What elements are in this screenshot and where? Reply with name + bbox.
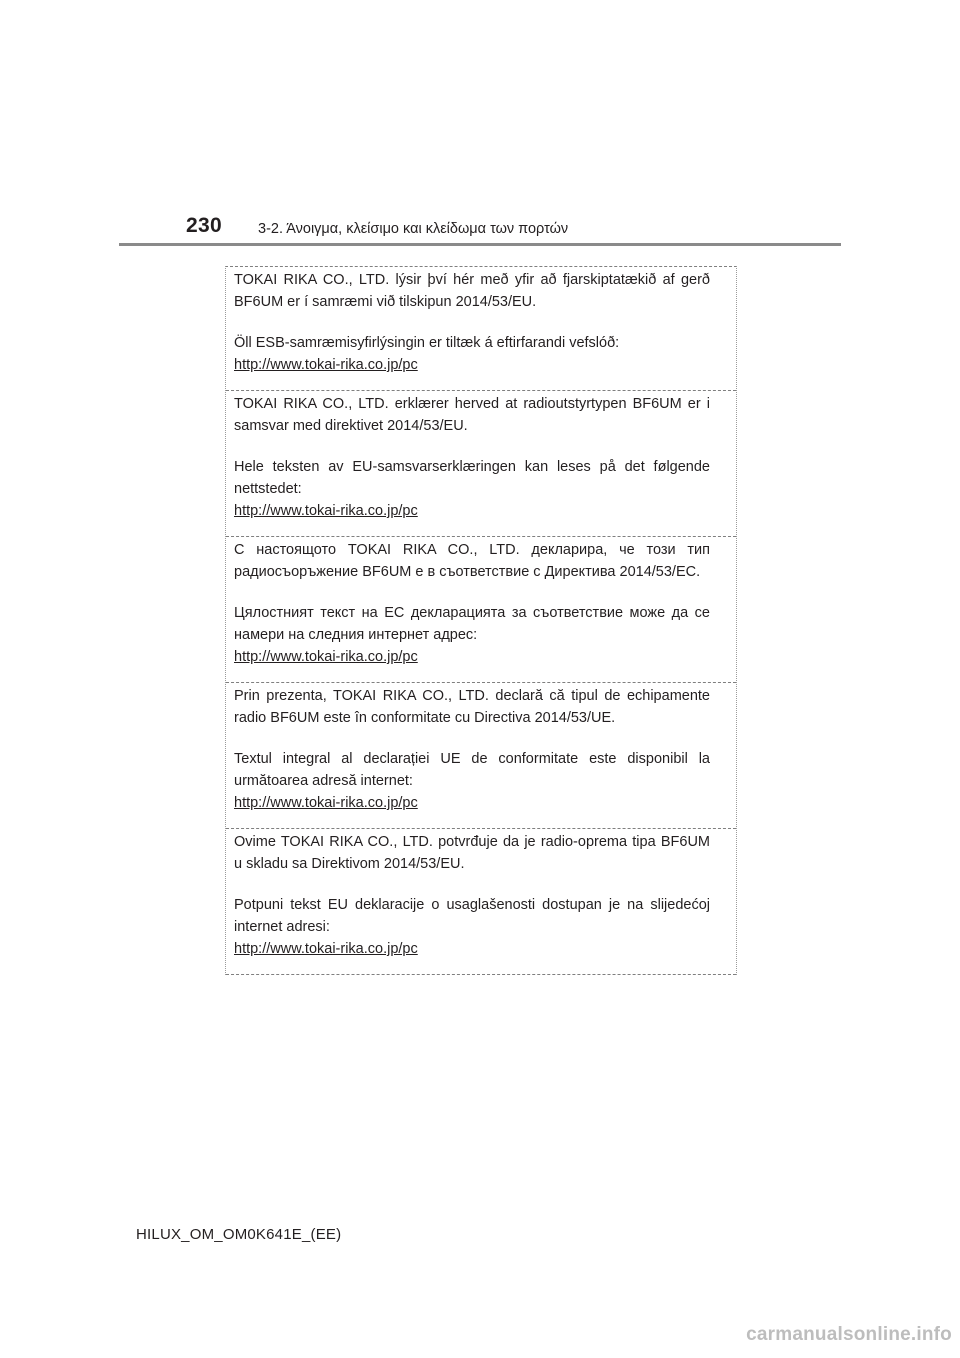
availability-text: Hele teksten av EU-samsvarserklæringen kan leses på det følgende nettstedet: [234, 459, 710, 497]
declaration-link[interactable]: http://www.tokai-rika.co.jp/pc [234, 941, 418, 957]
declaration-availability [234, 456, 710, 522]
section-title: 3-2. Άνοιγμα, κλείσιμο και κλείδωμα των πορτών [258, 221, 569, 237]
declaration-availability [234, 332, 710, 376]
header-divider [119, 243, 841, 246]
declaration-link[interactable]: http://www.tokai-rika.co.jp/pc [234, 649, 418, 665]
document-code: HILUX_OM_OM0K641E_(EE) [136, 1226, 342, 1243]
availability-text: Öll ESB-samræmisyfirlýsingin er tiltæk á eftirfarandi vefslóð: [234, 335, 620, 351]
declaration-croatian [226, 829, 736, 975]
availability-text: Цялостният текст на ЕС декларацията за съответствие може да се намери на следния интернет адрес: [234, 605, 710, 643]
declaration-link[interactable]: http://www.tokai-rika.co.jp/pc [234, 357, 418, 373]
declaration-romanian [226, 683, 736, 829]
declaration-statement: Ovime TOKAI RIKA CO., LTD. potvrđuje da je radio-oprema tipa BF6UM u skladu sa Direktivom 2014/53/EU. [234, 834, 710, 872]
declaration-icelandic [226, 267, 736, 391]
availability-text: Textul integral al declarației UE de conformitate este disponibil la următoarea adresă internet: [234, 751, 710, 789]
declaration-bulgarian [226, 537, 736, 683]
page-number: 230 [186, 214, 222, 237]
declaration-statement: С настоящото TOKAI RIKA CO., LTD. декларира, че този тип радиосъоръжение BF6UM е в съответствие с Директива 2014/53/ЕС. [234, 542, 710, 580]
declaration-link[interactable]: http://www.tokai-rika.co.jp/pc [234, 503, 418, 519]
watermark: carmanualsonline.info [746, 1324, 952, 1345]
declaration-norwegian [226, 391, 736, 537]
declaration-statement: Prin prezenta, TOKAI RIKA CO., LTD. declară că tipul de echipamente radio BF6UM este în conformitate cu Directiva 2014/53/UE. [234, 688, 710, 726]
declarations-box [225, 266, 737, 975]
declaration-statement: TOKAI RIKA CO., LTD. erklærer herved at radioutstyrtypen BF6UM er i samsvar med direktivet 2014/53/EU. [234, 396, 710, 434]
declaration-statement: TOKAI RIKA CO., LTD. lýsir því hér með yfir að fjarskiptatækið af gerð BF6UM er í samræmi við tilskipun 2014/53/EU. [234, 272, 710, 310]
declaration-link[interactable]: http://www.tokai-rika.co.jp/pc [234, 795, 418, 811]
availability-text: Potpuni tekst EU deklaracije o usaglašenosti dostupan je na slijedećoj internet adresi: [234, 897, 710, 935]
declaration-availability [234, 894, 710, 960]
declaration-availability [234, 748, 710, 814]
declaration-availability [234, 602, 710, 668]
